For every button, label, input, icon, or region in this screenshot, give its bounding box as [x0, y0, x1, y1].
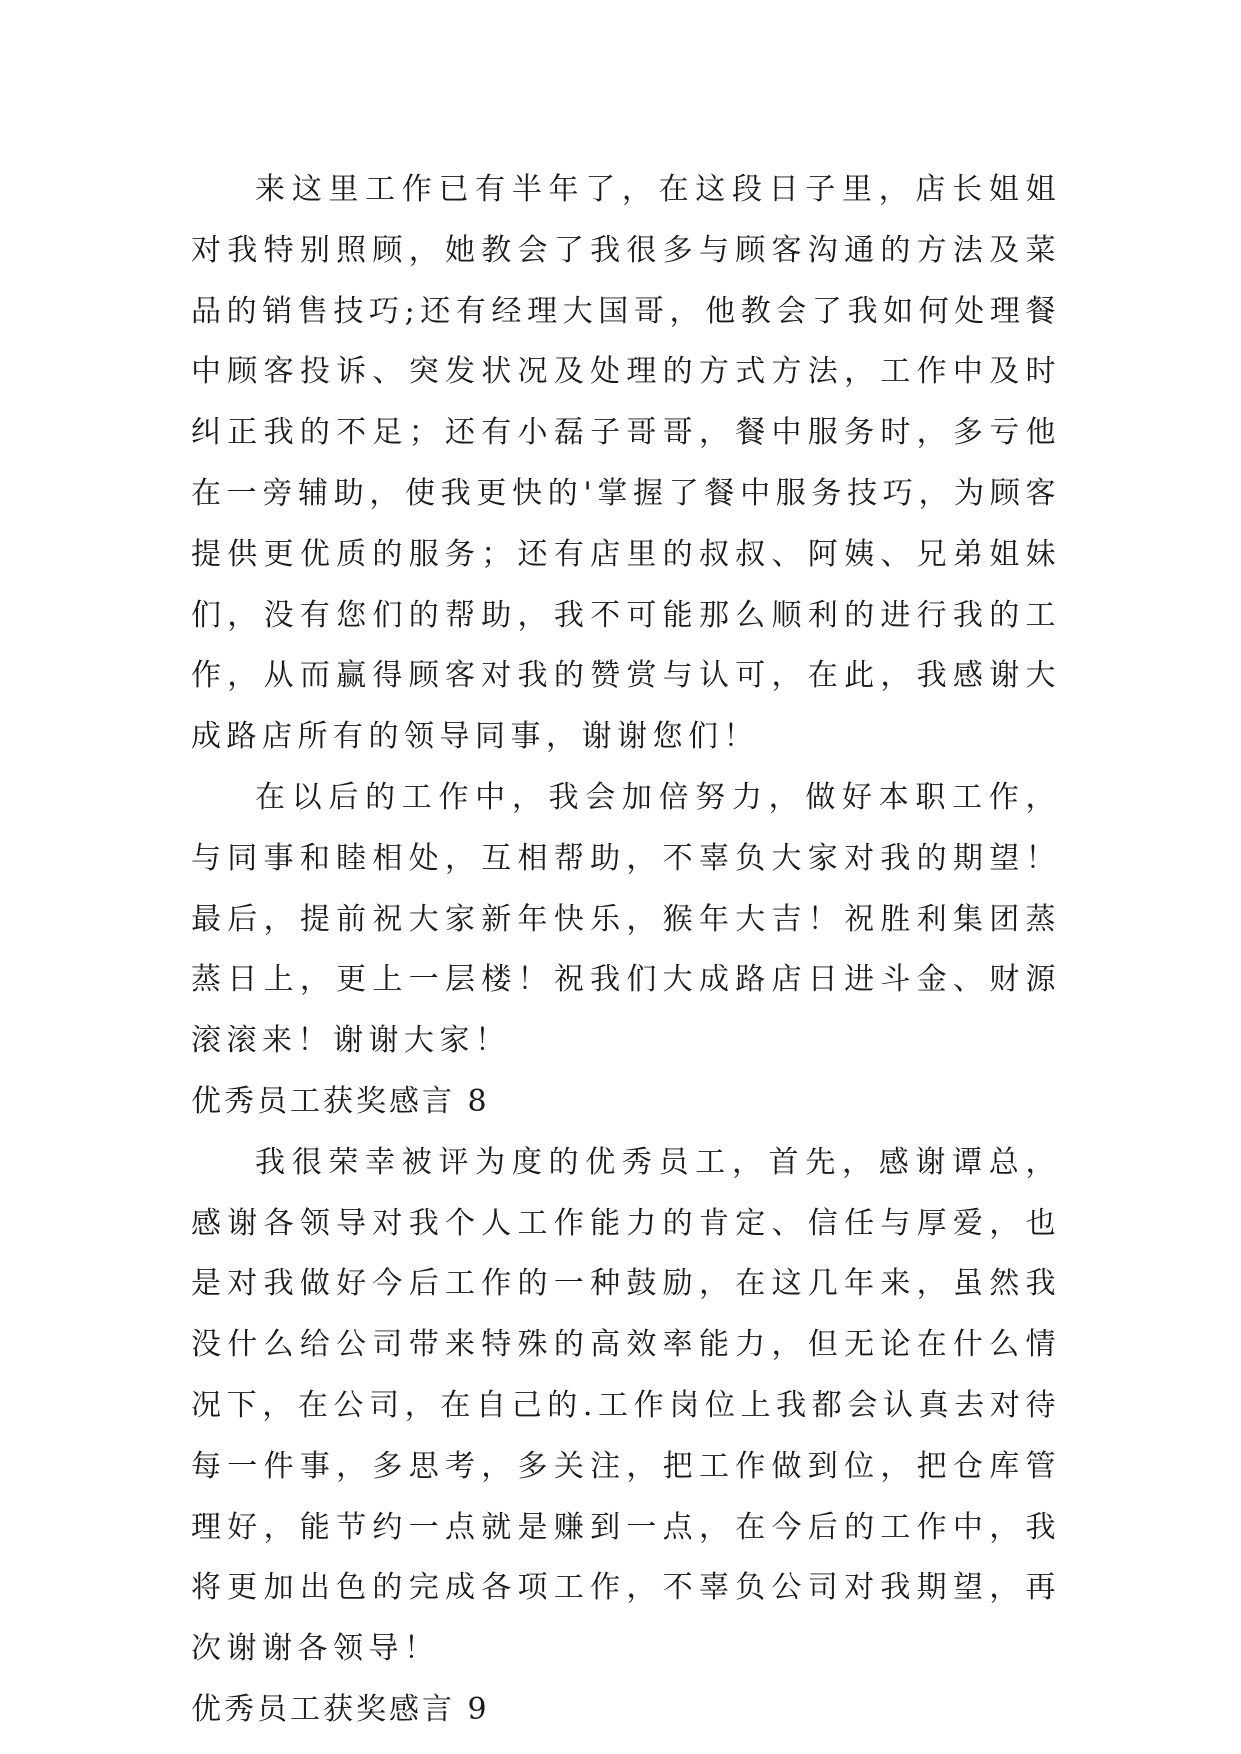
section-heading-9: 优秀员工获奖感言 9 [191, 1691, 490, 1727]
paragraph-gratitude: 来这里工作已有半年了，在这段日子里，店长姐姐对我特别照顾，她教会了我很多与顾客沟通的方法及菜品的销售技巧;还有经理大国哥，他教会了我如何处理餐中顾客投诉、突发状况及处理的方式方法，工作中及时纠正我的不足；还有小磊子哥哥，餐中服务时，多亏他在一旁辅助，使我更快的'掌握了餐中服务技巧，为顾客提供更优质的服务；还有店里的叔叔、阿姨、兄弟姐妹们，没有您们的帮助，我不可能那么顺利的进行我的工作，从而赢得顾客对我的赞赏与认可，在此，我感谢大成路店所有的领导同事，谢谢您们！ [191, 172, 1061, 755]
section-heading-8: 优秀员工获奖感言 8 [191, 1083, 490, 1119]
paragraph-award-speech: 我很荣幸被评为度的优秀员工，首先，感谢谭总，感谢各领导对我个人工作能力的肯定、信任与厚爱，也是对我做好今后工作的一种鼓励，在这几年来，虽然我没什么给公司带来特殊的高效率能力，但无论在什么情况下，在公司，在自己的.工作岗位上我都会认真去对待每一件事，多思考，多关注，把工作做到位，把仓库管理好，能节约一点就是赚到一点，在今后的工作中，我将更加出色的完成各项工作，不辜负公司对我期望，再次谢谢各领导！ [191, 1144, 1061, 1667]
paragraph-future-wishes: 在以后的工作中，我会加倍努力，做好本职工作，与同事和睦相处，互相帮助，不辜负大家对我的期望！最后，提前祝大家新年快乐，猴年大吉！祝胜利集团蒸蒸日上，更上一层楼！祝我们大成路店日进斗金、财源滚滚来！谢谢大家！ [191, 779, 1061, 1059]
document-body [191, 160, 1061, 1741]
